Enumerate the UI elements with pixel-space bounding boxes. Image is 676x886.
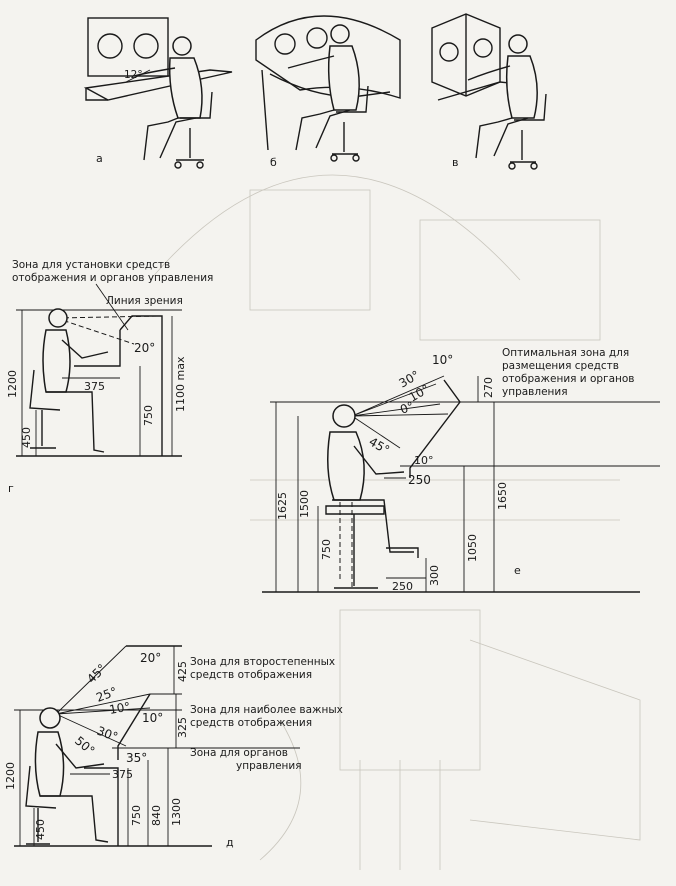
figure-v	[432, 14, 546, 169]
dim-1625-e: 1625	[276, 492, 289, 520]
angle-10-e: 10°	[432, 353, 454, 367]
angle-label-g: 20°	[134, 341, 156, 355]
dim-325-d: 325	[176, 717, 189, 738]
angle-50-d: 50°	[72, 733, 98, 758]
angle-10b-d: 10°	[142, 711, 164, 725]
angle-20-d: 20°	[140, 651, 162, 665]
dim-1200-g: 1200	[6, 370, 19, 398]
figure-a	[86, 18, 232, 168]
dim-750-d: 750	[130, 805, 143, 826]
dim-250-bottom-e: 250	[392, 580, 413, 593]
dim-450-g: 450	[20, 427, 33, 448]
dim-1650-e: 1650	[496, 482, 509, 510]
zone1-line2: средств отображения	[190, 669, 313, 681]
angle-45-e: 45°	[366, 434, 392, 458]
angle-45-d: 45°	[84, 661, 110, 687]
zone-title-e-line3: отображения и органов	[502, 373, 635, 385]
figure-g	[6, 259, 213, 495]
operator-figure-e	[326, 405, 414, 590]
zone2-line1: Зона для наиболее важных	[190, 704, 343, 716]
zone-title-e-line1: Оптимальная зона для	[502, 347, 630, 359]
angle-35-d: 35°	[126, 751, 148, 765]
angle-10a-d: 10°	[108, 699, 132, 717]
dim-840-d: 840	[150, 805, 163, 826]
zone-title-g-line1: Зона для установки средств	[12, 259, 171, 271]
angle-0-e: 0°	[398, 398, 416, 417]
bleed-through-background	[150, 175, 640, 870]
operator-figure-b	[288, 25, 368, 161]
angle-30-e: 30°	[396, 367, 422, 391]
zone3-line2: управления	[236, 760, 302, 772]
angle-label-a: 12°	[124, 69, 143, 81]
sight-line-label: Линия зрения	[106, 295, 183, 307]
figure-label-e: е	[514, 564, 521, 577]
zone2-line2: средств отображения	[190, 717, 313, 729]
dim-1200-d: 1200	[4, 762, 17, 790]
dim-1050-e: 1050	[466, 534, 479, 562]
dim-750-g: 750	[142, 405, 155, 426]
angle-10-top-e: 10°	[414, 454, 434, 467]
dim-1500-e: 1500	[298, 490, 311, 518]
angle-10b-e: 10°	[406, 381, 432, 405]
dim-270-e: 270	[482, 377, 495, 398]
figure-label-d: д	[226, 836, 234, 849]
angle-25-d: 25°	[94, 684, 120, 705]
figure-b	[256, 16, 400, 169]
figure-label-g: г	[8, 482, 14, 495]
zone3-line1: Зона для органов	[190, 747, 288, 759]
operator-figure-a	[134, 37, 212, 168]
figure-label-v: в	[452, 156, 459, 169]
dim-1300-d: 1300	[170, 798, 183, 826]
operator-figure-v	[468, 35, 546, 169]
zone1-line1: Зона для второстепенных	[190, 656, 336, 668]
dim-375-d: 375	[112, 768, 133, 781]
zone-title-e-line2: размещения средств	[502, 360, 619, 372]
dim-450-d: 450	[34, 819, 47, 840]
dim-425-d: 425	[176, 661, 189, 682]
dim-300-e: 300	[428, 565, 441, 586]
dim-1100max-g: 1100 max	[174, 356, 187, 412]
figure-label-b: б	[270, 156, 277, 169]
dim-750-e: 750	[320, 539, 333, 560]
figure-d	[4, 646, 343, 849]
dim-375-g: 375	[84, 380, 105, 393]
angle-30-d: 30°	[94, 723, 120, 745]
figure-label-a: а	[96, 152, 103, 165]
zone-title-e-line4: управления	[502, 386, 568, 398]
zone-title-g-line2: отображения и органов управления	[12, 272, 214, 284]
dim-250-mid-e: 250	[408, 473, 431, 487]
figure-e	[262, 347, 660, 593]
